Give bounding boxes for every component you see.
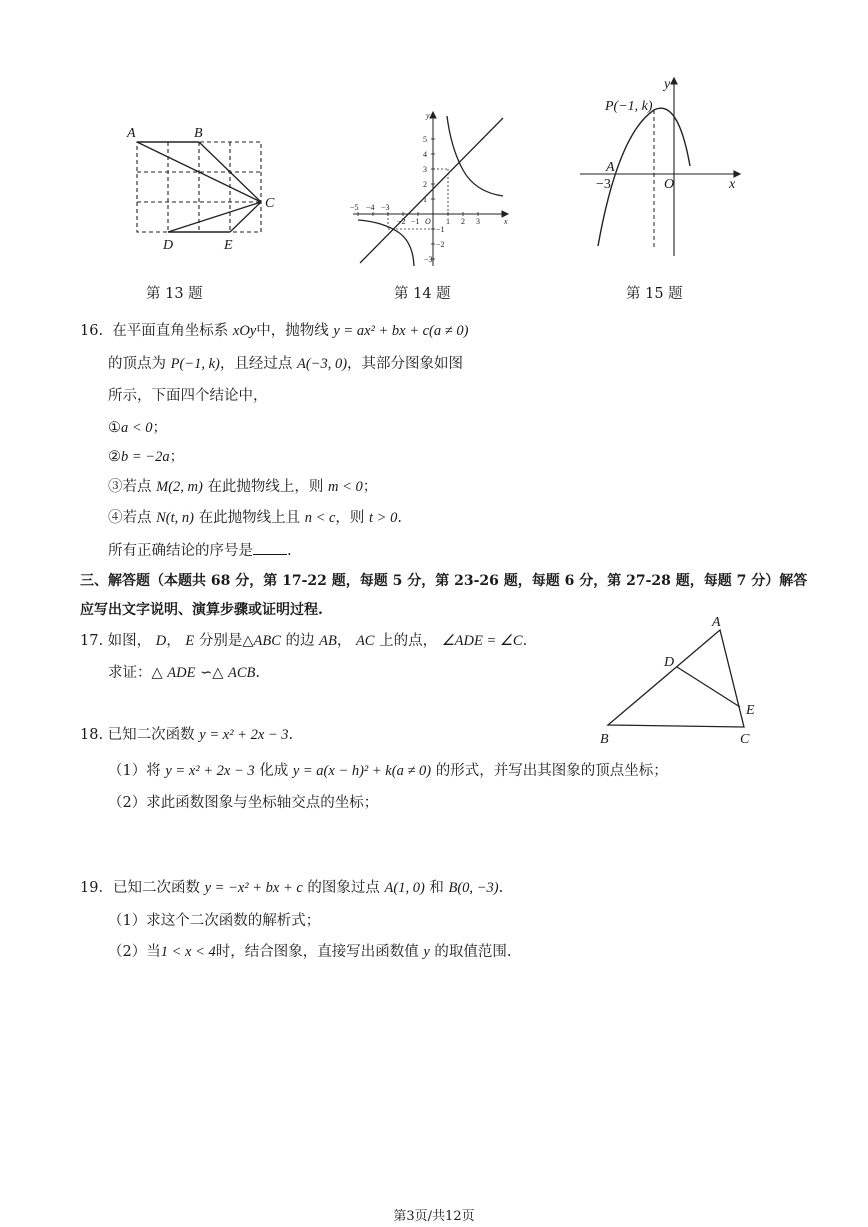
figure-17-triangle <box>592 610 772 750</box>
q17-text: ∽△ <box>200 665 224 681</box>
q16-conclusion-3 <box>108 477 377 497</box>
fig14-xtick: 1 <box>446 217 450 226</box>
q16-num: ② <box>108 449 121 465</box>
fig15-point-a: A <box>606 160 615 175</box>
q16-equation: y = ax² + bx + c(a ≠ 0) <box>333 323 469 339</box>
q18-part2: （2）求此函数图象与坐标轴交点的坐标； <box>108 795 379 811</box>
figure-14-graph <box>348 108 513 268</box>
q17-text: 的边 <box>285 633 315 649</box>
fig13-label-c: C <box>265 196 275 211</box>
q16-text: 在平面直角坐标系 <box>112 323 229 339</box>
q17-math: AC <box>355 633 375 649</box>
q17-text: ， <box>166 633 181 649</box>
q19-math: y <box>423 944 430 960</box>
q17-text: 求证：△ <box>108 665 163 681</box>
q16-num: ① <box>108 420 121 436</box>
q17-math: ∠ADE = ∠C <box>441 633 523 649</box>
fig14-ytick: 2 <box>423 180 427 189</box>
q16-text: 在此抛物线上，则 <box>207 479 324 495</box>
q19-text: 的取值范围. <box>434 944 512 960</box>
fig13-label-d: D <box>163 238 174 252</box>
section-3-heading-line2: 应写出文字说明、演算步骤或证明过程. <box>80 602 323 618</box>
q19-text: 的图象过点 <box>307 880 380 896</box>
q16-point: A(−3, 0) <box>296 356 348 372</box>
q17-math: E <box>185 633 195 649</box>
q18-text: （1）将 <box>108 763 161 779</box>
answer-blank[interactable] <box>253 540 287 555</box>
q18-text: 化成 <box>259 763 289 779</box>
figure-15-graph <box>578 74 748 259</box>
q16-text: ③若点 <box>108 479 152 495</box>
fig14-origin: O <box>425 217 431 226</box>
q16-text: 的顶点为 <box>108 356 166 372</box>
fig14-axis-y: y <box>426 111 430 120</box>
q19-text: . <box>498 880 504 896</box>
q18-part1 <box>108 761 668 781</box>
q17-math: D <box>155 633 167 649</box>
q16-text: 所有正确结论的序号是 <box>108 543 253 559</box>
q16-text: ； <box>152 420 168 436</box>
q19-point: A(1, 0) <box>384 880 425 896</box>
q18-text: 18. 已知二次函数 <box>80 727 195 743</box>
fig14-ytick: 1 <box>423 195 427 204</box>
q16-math: b = −2a <box>121 449 170 465</box>
q19-text: 和 <box>429 880 444 896</box>
fig13-label-a: A <box>127 126 136 141</box>
fig14-xtick: −3 <box>381 203 390 212</box>
q16-text: ④若点 <box>108 510 152 526</box>
q19-text: 19．已知二次函数 <box>80 880 200 896</box>
fig14-xtick: 3 <box>476 217 480 226</box>
q17-math: ADE <box>167 665 196 681</box>
q19-text: （2）当 <box>108 944 161 960</box>
fig14-xtick: −1 <box>411 217 420 226</box>
fig14-ytick: −1 <box>436 225 445 234</box>
fig15-axis-x: x <box>729 177 736 192</box>
q16-math: N(t, n) <box>156 510 194 526</box>
q16-text: 中，抛物线 <box>256 323 329 339</box>
fig14-xtick: −4 <box>366 203 375 212</box>
q16-text: ，其部分图象如图 <box>347 356 464 372</box>
q19-text: 时，结合图象，直接写出函数值 <box>215 944 419 960</box>
q16-math: n < c <box>304 510 336 526</box>
q16-conclusion-4 <box>108 508 402 528</box>
fig14-ytick: 5 <box>423 135 427 144</box>
q16-text: 在此抛物线上且 <box>198 510 301 526</box>
section-3-heading: 三、解答题（本题共 68 分，第 17-22 题，每题 5 分，第 23-26 题，每题 6 分，第 27-28 题，每题 7 分）解答 <box>80 573 808 589</box>
q18-line1 <box>80 725 293 745</box>
page-number: 第3页/共12页 <box>393 1209 475 1224</box>
q16-math: a < 0 <box>121 420 153 436</box>
fig14-ytick: −3 <box>424 255 433 264</box>
q16-line1 <box>80 321 468 341</box>
q16-text: ； <box>169 449 185 465</box>
q19-math: 1 < x < 4 <box>160 944 216 960</box>
q17-text: . <box>255 665 260 681</box>
fig17-label-a: A <box>712 615 721 630</box>
q19-part1: （1）求这个二次函数的解析式； <box>108 913 321 929</box>
q16-text: ，且经过点 <box>219 356 293 372</box>
figure-15-caption: 第 15 题 <box>626 286 683 302</box>
q19-equation: y = −x² + bx + c <box>204 880 303 896</box>
fig17-label-b: B <box>600 732 609 747</box>
q17-text: 上的点， <box>379 633 438 649</box>
q16-math: t > 0 <box>369 510 398 526</box>
fig15-axis-y: y <box>664 77 671 92</box>
q16-text: . <box>287 543 292 559</box>
q17-math: ACB <box>227 665 256 681</box>
fig17-label-e: E <box>746 703 755 718</box>
fig17-label-d: D <box>664 655 675 670</box>
q16-text: . <box>397 510 402 526</box>
q19-line1 <box>80 878 503 898</box>
q17-text: ， <box>336 633 352 649</box>
q16-text: ，则 <box>335 510 365 526</box>
q17-line2 <box>108 663 260 683</box>
q18-text: . <box>288 727 294 743</box>
q18-equation: y = a(x − h)² + k(a ≠ 0) <box>292 763 432 779</box>
q17-math: ABC <box>253 633 281 649</box>
fig13-label-b: B <box>194 126 203 141</box>
q18-text: 的形式，并写出其图象的顶点坐标； <box>435 763 668 779</box>
q16-vertex: P(−1, k) <box>170 356 220 372</box>
q16-number: 16. <box>80 323 104 339</box>
fig13-label-e: E <box>224 238 233 252</box>
fig14-ytick: 3 <box>423 165 427 174</box>
figure-13-caption: 第 13 题 <box>146 286 203 302</box>
fig14-ytick: −2 <box>436 240 445 249</box>
q16-math: M(2, m) <box>156 479 203 495</box>
q17-math: AB <box>319 633 337 649</box>
fig14-xtick: −5 <box>350 203 359 212</box>
q19-part2 <box>108 942 512 962</box>
fig15-vertex-label: P(−1, k) <box>605 99 653 114</box>
q16-line3: 所示，下面四个结论中， <box>108 388 268 404</box>
figure-13-grid <box>125 122 285 252</box>
q18-equation: y = x² + 2x − 3 <box>199 727 289 743</box>
q19-point: B(0, −3) <box>448 880 499 896</box>
q16-final <box>108 540 292 561</box>
q16-xoy: xOy <box>232 323 257 339</box>
fig14-xtick: −2 <box>397 217 406 226</box>
q17-text: 分别是△ <box>198 633 254 649</box>
q17-text: 17. 如图， <box>80 633 152 649</box>
q16-math: m < 0 <box>328 479 363 495</box>
figure-14-caption: 第 14 题 <box>394 286 451 302</box>
q16-line2 <box>108 354 463 374</box>
fig15-tick-neg3: −3 <box>596 177 611 192</box>
q17-line1 <box>80 631 527 651</box>
q18-equation: y = x² + 2x − 3 <box>165 763 255 779</box>
q17-text: . <box>522 633 528 649</box>
fig17-label-c: C <box>740 732 750 747</box>
fig14-xtick: 2 <box>461 217 465 226</box>
fig14-ytick: 4 <box>423 150 427 159</box>
fig14-axis-x: x <box>504 217 508 226</box>
q16-conclusion-1 <box>108 418 167 438</box>
q16-text: ； <box>362 479 378 495</box>
q16-conclusion-2 <box>108 447 184 467</box>
fig15-origin: O <box>664 177 675 192</box>
